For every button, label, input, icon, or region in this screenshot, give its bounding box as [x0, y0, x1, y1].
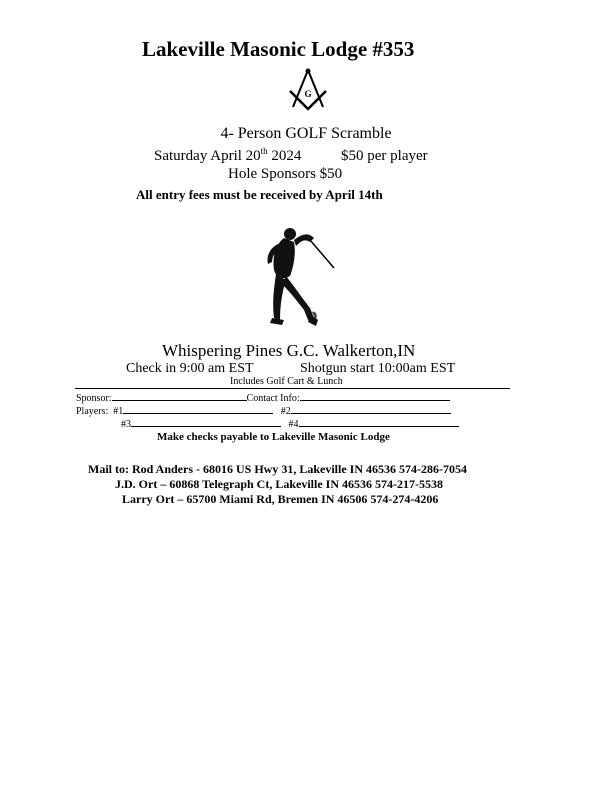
event-date: [154, 148, 301, 165]
sponsor-field[interactable]: [112, 391, 247, 401]
event-name: 4- Person GOLF Scramble: [220, 125, 392, 142]
player-2-field[interactable]: [291, 404, 451, 414]
venue-name: Whispering Pines G.C. Walkerton,IN: [162, 341, 416, 360]
section-divider: [75, 388, 510, 389]
mail-line-1: Mail to: Rod Anders - 68016 US Hwy 31, Lakeville IN 46536 574-286-7054: [88, 462, 467, 476]
sponsor-row: [76, 391, 450, 404]
player-1-field[interactable]: [123, 404, 273, 414]
event-price: $50 per player: [341, 148, 428, 164]
entry-deadline: All entry fees must be received by April 14th: [136, 187, 383, 202]
shotgun-time: Shotgun start 10:00am EST: [300, 361, 456, 376]
contact-label: Contact Info:: [246, 393, 300, 404]
players-row-1: [76, 404, 451, 417]
hole-sponsors: Hole Sponsors $50: [228, 166, 343, 182]
svg-text:G: G: [304, 89, 312, 99]
players-row-2: [121, 417, 459, 430]
player-1-label: #1: [113, 406, 124, 417]
mail-line-2: J.D. Ort – 60868 Telegraph Ct, Lakeville IN 46536 574-217-5538: [115, 477, 443, 491]
includes-note: Includes Golf Cart & Lunch: [230, 376, 343, 387]
golfer-silhouette-icon: [258, 222, 338, 332]
players-label: Players:: [76, 406, 109, 417]
player-4-field[interactable]: [299, 417, 459, 427]
sponsor-label: Sponsor:: [76, 393, 112, 404]
page-title: Lakeville Masonic Lodge #353: [142, 37, 415, 61]
checkin-time: Check in 9:00 am EST: [126, 361, 254, 376]
contact-field[interactable]: [300, 391, 450, 401]
player-4-label: #4: [288, 419, 299, 430]
player-2-label: #2: [280, 406, 291, 417]
mail-line-3: Larry Ort – 65700 Miami Rd, Bremen IN 46506 574-274-4206: [122, 492, 439, 506]
date-year: 2024: [271, 148, 302, 164]
square-and-compass-icon: [285, 67, 331, 113]
player-3-field[interactable]: [131, 417, 281, 427]
checks-payable: Make checks payable to Lakeville Masonic Lodge: [157, 431, 390, 443]
player-3-label: #3: [121, 419, 131, 430]
date-suffix: th: [260, 146, 268, 156]
date-prefix: Saturday April 20: [154, 148, 261, 164]
